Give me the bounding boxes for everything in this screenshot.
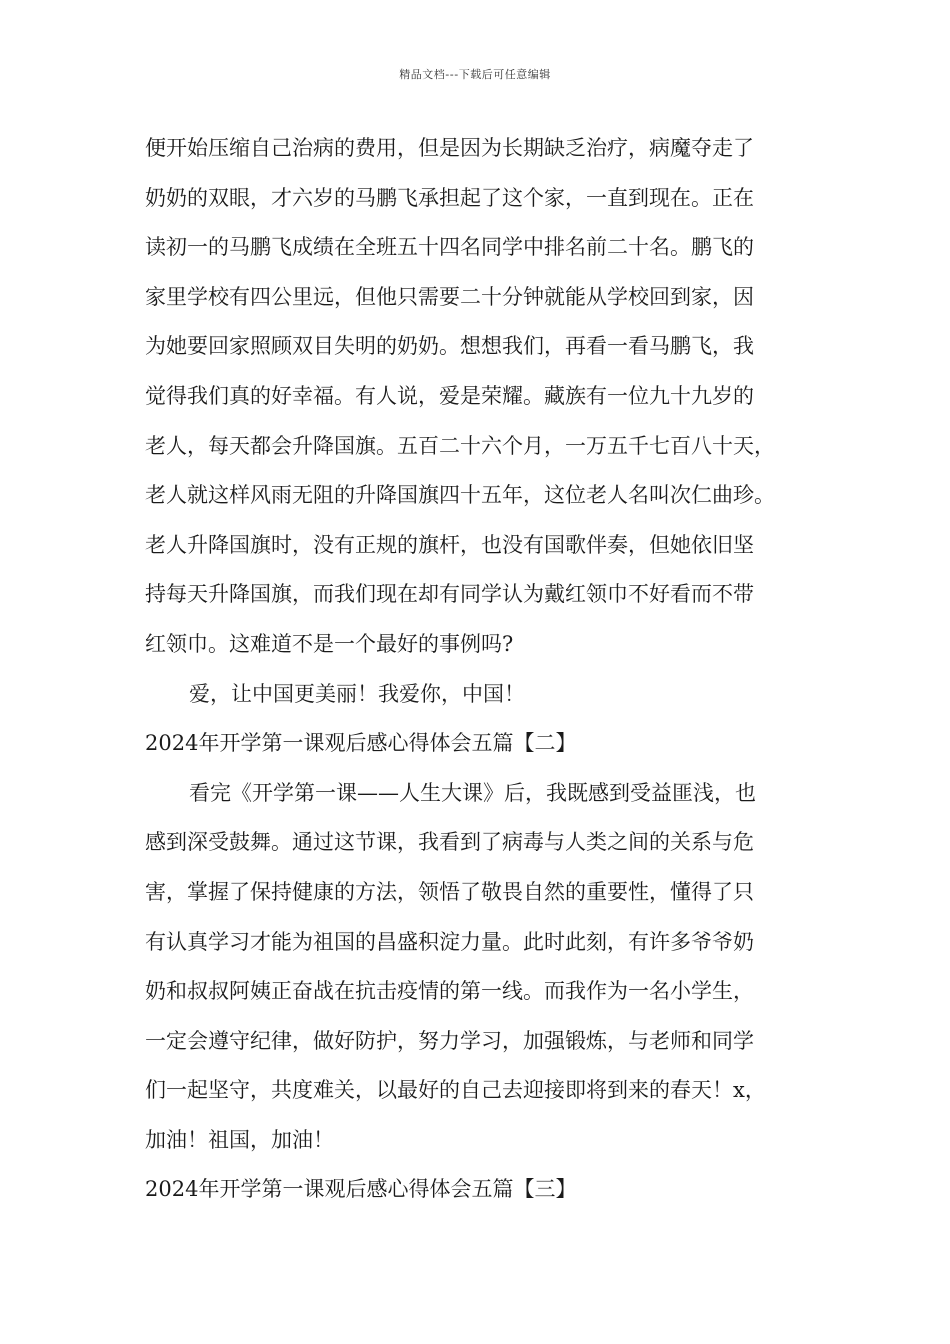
paragraph-line: 感到深受鼓舞。通过这节课，我看到了病毒与人类之间的关系与危 — [145, 830, 754, 855]
closing-line: 爱，让中国更美丽！我爱你，中国！ — [189, 681, 525, 706]
section-heading: 2024年开学第一课观后感心得体会五篇【三】 — [145, 1177, 577, 1202]
paragraph-line: 老人升降国旗时，没有正规的旗杆，也没有国歌伴奏，但她依旧坚 — [145, 532, 754, 557]
paragraph-line: 一定会遵守纪律，做好防护，努力学习，加强锻炼，与老师和同学 — [145, 1028, 754, 1053]
paragraph-line: 有认真学习才能为祖国的昌盛积淀力量。此时此刻，有许多爷爷奶 — [145, 929, 754, 954]
page-header: 精品文档---下载后可任意编辑 — [399, 68, 551, 81]
section-heading: 2024年开学第一课观后感心得体会五篇【二】 — [145, 731, 577, 756]
paragraph-line: 害，掌握了保持健康的方法，领悟了敬畏自然的重要性，懂得了只 — [145, 879, 754, 904]
paragraph-line: 老人就这样风雨无阻的升降国旗四十五年，这位老人名叫次仁曲珍。 — [145, 483, 775, 508]
paragraph-line: 红领巾。这难道不是一个最好的事例吗? — [145, 631, 514, 656]
paragraph-line: 看完《开学第一课——人生大课》后，我既感到受益匪浅，也 — [189, 780, 756, 805]
paragraph-line: 便开始压缩自己治病的费用，但是因为长期缺乏治疗，病魔夺走了 — [145, 136, 754, 160]
paragraph-line: 家里学校有四公里远，但他只需要二十分钟就能从学校回到家，因 — [145, 284, 754, 309]
paragraph-line: 持每天升降国旗，而我们现在却有同学认为戴红领巾不好看而不带 — [145, 582, 754, 607]
paragraph-line: 加油！祖国，加油！ — [145, 1127, 334, 1152]
document-body — [145, 124, 830, 1215]
paragraph-line: 为她要回家照顾双目失明的奶奶。想想我们，再看一看马鹏飞，我 — [145, 334, 754, 359]
paragraph-line: 老人，每天都会升降国旗。五百二十六个月，一万五千七百八十天， — [145, 433, 775, 458]
paragraph-line: 读初一的马鹏飞成绩在全班五十四名同学中排名前二十名。鹏飞的 — [145, 235, 754, 260]
paragraph-line: 奶奶的双眼，才六岁的马鹏飞承担起了这个家，一直到现在。正在 — [145, 185, 754, 210]
paragraph-line: 奶和叔叔阿姨正奋战在抗击疫情的第一线。而我作为一名小学生， — [145, 979, 754, 1004]
paragraph-line: 们一起坚守，共度难关，以最好的自己去迎接即将到来的春天！x， — [145, 1078, 766, 1103]
paragraph-line: 觉得我们真的好幸福。有人说，爱是荣耀。藏族有一位九十九岁的 — [145, 383, 754, 408]
